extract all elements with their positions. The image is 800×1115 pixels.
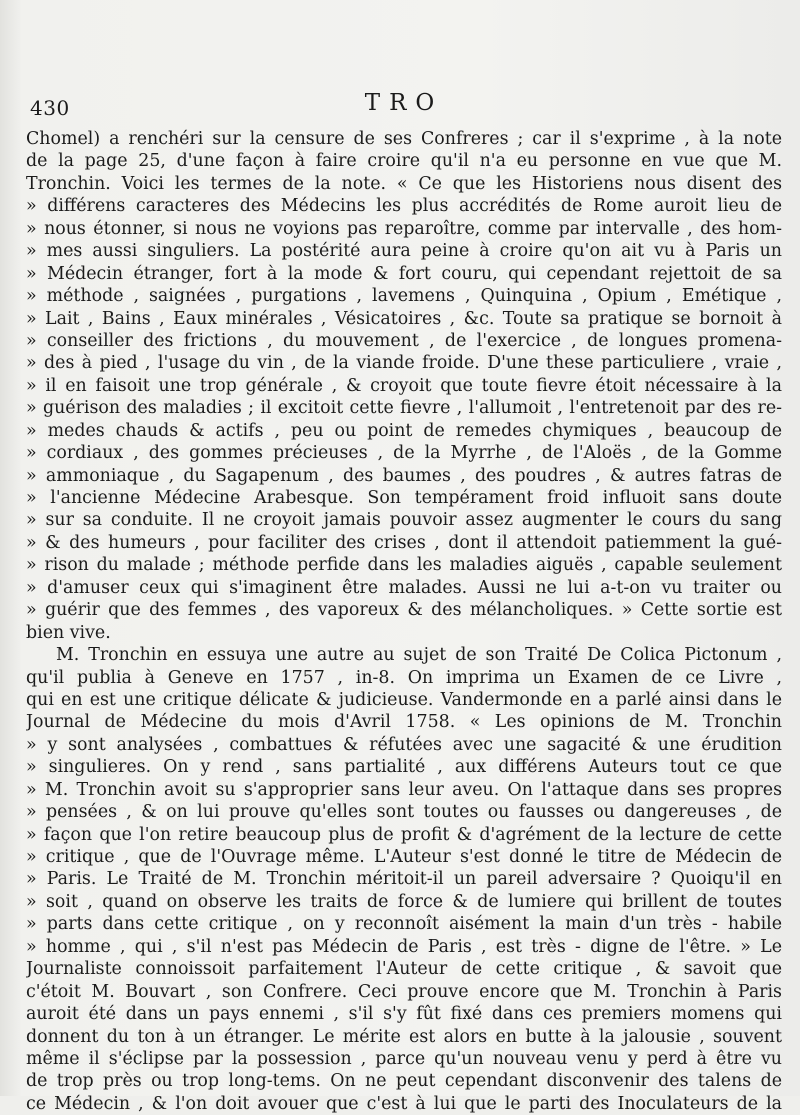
text-line: » sur sa conduite. Il ne croyoit jamais pouvoir assez augmenter le cours du sang <box>26 510 782 531</box>
text-line: » parts dans cette critique , on y reconnoît aisément la main d'un très - habile <box>26 914 782 935</box>
text-line: Chomel) a renchéri sur la censure de ses Confreres ; car il s'exprime , à la note <box>26 129 782 149</box>
text-line: bien vive. <box>26 622 111 643</box>
text-line: donnent du ton à un étranger. Le mérite est alors en butte à la jalousie , souvent <box>26 1026 782 1047</box>
text-line: de la page 25, d'une façon à faire croire qu'il n'a eu personne en vue que M. <box>26 151 782 172</box>
text-line: qu'il publia à Geneve en 1757 , in-8. On imprima un Examen de ce Livre , <box>26 667 782 688</box>
text-line: » différens caracteres des Médecins les plus accrédités de Rome auroit lieu de <box>26 196 782 217</box>
text-line: » Lait , Bains , Eaux minérales , Vésicatoires , &c. Toute sa pratique se bornoit à <box>26 308 782 329</box>
text-line: ce Médecin , & l'on doit avouer que c'est à lui que le parti des Inoculateurs de la <box>26 1093 782 1114</box>
text-line: Tronchin. Voici les termes de la note. « Ce que les Historiens nous disent des <box>26 173 782 194</box>
text-line: » mes aussi singuliers. La postérité aura peine à croire qu'on ait vu à Paris un <box>26 241 782 262</box>
text-line: » homme , qui , s'il n'est pas Médecin de Paris , est très - digne de l'être. » Le <box>26 936 782 957</box>
text-line: » y sont analysées , combattues & réfutées avec une sagacité & une érudition <box>26 734 782 755</box>
page-header <box>24 84 784 124</box>
text-line: M. Tronchin en essuya une autre au sujet de son Traité De Colica Pictonum , <box>56 645 782 666</box>
text-line: » guérir que des femmes , des vaporeux & des mélancholiques. » Cette sortie est <box>26 600 782 621</box>
text-line: » Médecin étranger, fort à la mode & fort couru, qui cependant rejettoit de sa <box>26 263 782 284</box>
text-line: » pensées , & on lui prouve qu'elles sont toutes ou fausses ou dangereuses , de <box>26 802 782 823</box>
page-number: 430 <box>30 96 70 120</box>
text-line: » conseiller des frictions , du mouvement , de l'exercice , de longues promena- <box>26 330 782 351</box>
text-line: » & des humeurs , pour faciliter des crises , dont il attendoit patiemment la gué- <box>26 532 782 553</box>
text-line: auroit été dans un pays ennemi , s'il s'y fût fixé dans ces premiers momens qui <box>26 1004 782 1025</box>
text-line: » ammoniaque , du Sagapenum , des baumes , des poudres , & autres fatras de <box>26 465 782 486</box>
text-line: » soit , quand on observe les traits de force & de lumiere qui brillent de toutes <box>26 891 782 912</box>
text-line: » des à pied , l'usage du vin , de la viande froide. D'une these particuliere , vraie , <box>26 353 782 374</box>
text-line: » façon que l'on retire beaucoup plus de profit & d'agrément de la lecture de cette <box>26 824 782 845</box>
text-line: » M. Tronchin avoit su s'approprier sans leur aveu. On l'attaque dans ses propres <box>26 779 782 800</box>
text-line: même il s'éclipse par la possession , parce qu'un nouveau venu y perd à être vu <box>26 1048 782 1069</box>
text-line: c'étoit M. Bouvart , son Confrere. Ceci prouve encore que M. Tronchin à Paris <box>26 981 782 1002</box>
text-line: » Paris. Le Traité de M. Tronchin méritoit-il un pareil adversaire ? Quoiqu'il en <box>26 869 782 890</box>
text-line: » méthode , saignées , purgations , lavemens , Quinquina , Opium , Emétique , <box>26 286 782 307</box>
text-line: » guérison des maladies ; il excitoit cette fievre , l'allumoit , l'entretenoit par des re- <box>26 398 782 419</box>
text-line: de trop près ou trop long-tems. On ne peut cependant disconvenir des talens de <box>26 1071 782 1092</box>
text-line: Journal de Médecine du mois d'Avril 1758. « Les opinions de M. Tronchin <box>26 712 782 733</box>
text-line: » d'amuser ceux qui s'imaginent être malades. Aussi ne lui a-t-on vu traiter ou <box>26 577 782 598</box>
text-line: Journaliste connoissoit parfaitement l'Auteur de cette critique , & savoit que <box>26 959 782 980</box>
text-line: » l'ancienne Médecine Arabesque. Son tempérament froid influoit sans doute <box>26 488 782 508</box>
running-head: TRO <box>364 90 444 116</box>
text-line: » il en faisoit une trop générale , & croyoit que toute fievre étoit nécessaire à la <box>26 375 782 396</box>
text-line: » critique , que de l'Ouvrage même. L'Auteur s'est donné le titre de Médecin de <box>26 847 782 867</box>
text-line: » singulieres. On y rend , sans partialité , aux différens Auteurs tout ce que <box>26 757 782 778</box>
body-text <box>26 128 782 1115</box>
text-line: » rison du malade ; méthode perfide dans les maladies aiguës , capable seulement <box>26 555 782 576</box>
text-line: » cordiaux , des gommes précieuses , de la Myrrhe , de l'Aloës , de la Gomme <box>26 443 782 464</box>
text-line: » nous étonner, si nous ne voyions pas reparoître, comme par intervalle , des hom- <box>26 218 782 239</box>
text-line: » medes chauds & actifs , peu ou point de remedes chymiques , beaucoup de <box>26 420 782 441</box>
text-line: qui en est une critique délicate & judicieuse. Vandermonde en a parlé ainsi dans le <box>26 689 782 710</box>
